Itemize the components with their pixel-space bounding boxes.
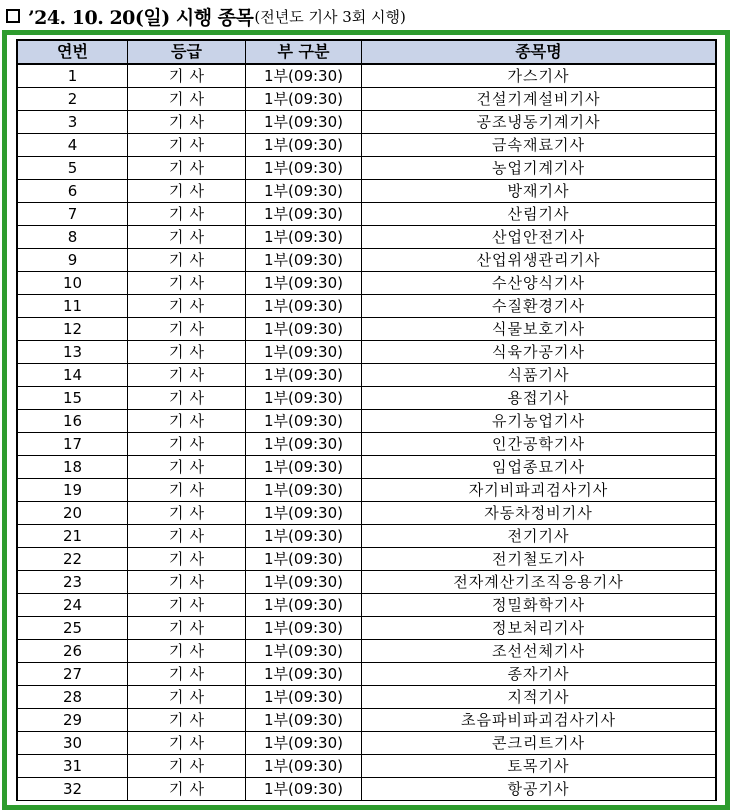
cell-no: 23 [18, 571, 128, 594]
cell-no: 4 [18, 134, 128, 157]
cell-name: 수산양식기사 [362, 272, 716, 295]
cell-session: 1부(09:30) [246, 502, 362, 525]
cell-grade: 기사 [128, 525, 246, 548]
table-row [18, 111, 716, 134]
cell-name: 금속재료기사 [362, 134, 716, 157]
cell-no: 14 [18, 364, 128, 387]
cell-no: 19 [18, 479, 128, 502]
table-row [18, 295, 716, 318]
cell-session: 1부(09:30) [246, 226, 362, 249]
table-row [18, 180, 716, 203]
table-row [18, 387, 716, 410]
cell-no: 3 [18, 111, 128, 134]
table-row [18, 272, 716, 295]
cell-session: 1부(09:30) [246, 64, 362, 88]
cell-grade: 기사 [128, 640, 246, 663]
cell-no: 20 [18, 502, 128, 525]
cell-grade: 기사 [128, 272, 246, 295]
green-frame [2, 30, 730, 810]
cell-session: 1부(09:30) [246, 157, 362, 180]
cell-name: 전기기사 [362, 525, 716, 548]
table-row [18, 64, 716, 88]
cell-no: 12 [18, 318, 128, 341]
cell-name: 건설기계설비기사 [362, 88, 716, 111]
cell-name: 인간공학기사 [362, 433, 716, 456]
cell-name: 항공기사 [362, 778, 716, 801]
cell-grade: 기사 [128, 410, 246, 433]
cell-name: 산림기사 [362, 203, 716, 226]
cell-grade: 기사 [128, 663, 246, 686]
cell-name: 자동차정비기사 [362, 502, 716, 525]
cell-session: 1부(09:30) [246, 318, 362, 341]
cell-grade: 기사 [128, 778, 246, 801]
checkbox-bullet-icon [6, 9, 20, 23]
cell-no: 25 [18, 617, 128, 640]
cell-name: 농업기계기사 [362, 157, 716, 180]
cell-no: 32 [18, 778, 128, 801]
cell-grade: 기사 [128, 686, 246, 709]
heading [6, 2, 406, 30]
heading-note: (전년도 기사 3회 시행) [254, 7, 406, 26]
cell-session: 1부(09:30) [246, 341, 362, 364]
table-row [18, 732, 716, 755]
table-row [18, 525, 716, 548]
cell-session: 1부(09:30) [246, 732, 362, 755]
table-body [18, 64, 716, 801]
table-row [18, 640, 716, 663]
cell-no: 6 [18, 180, 128, 203]
cell-session: 1부(09:30) [246, 88, 362, 111]
cell-session: 1부(09:30) [246, 640, 362, 663]
header-session: 부 구분 [246, 40, 362, 64]
cell-grade: 기사 [128, 548, 246, 571]
cell-no: 1 [18, 64, 128, 88]
cell-grade: 기사 [128, 295, 246, 318]
cell-name: 산업안전기사 [362, 226, 716, 249]
cell-grade: 기사 [128, 456, 246, 479]
cell-grade: 기사 [128, 709, 246, 732]
cell-name: 콘크리트기사 [362, 732, 716, 755]
table-row [18, 456, 716, 479]
table-row [18, 778, 716, 801]
cell-no: 11 [18, 295, 128, 318]
cell-grade: 기사 [128, 387, 246, 410]
table-row [18, 226, 716, 249]
table-row [18, 157, 716, 180]
table-row [18, 686, 716, 709]
cell-grade: 기사 [128, 88, 246, 111]
cell-name: 지적기사 [362, 686, 716, 709]
cell-session: 1부(09:30) [246, 663, 362, 686]
table-container [16, 39, 717, 801]
cell-grade: 기사 [128, 732, 246, 755]
cell-grade: 기사 [128, 64, 246, 88]
table-row [18, 364, 716, 387]
cell-session: 1부(09:30) [246, 272, 362, 295]
cell-no: 13 [18, 341, 128, 364]
cell-session: 1부(09:30) [246, 433, 362, 456]
cell-session: 1부(09:30) [246, 479, 362, 502]
cell-session: 1부(09:30) [246, 410, 362, 433]
cell-session: 1부(09:30) [246, 755, 362, 778]
cell-name: 토목기사 [362, 755, 716, 778]
cell-name: 종자기사 [362, 663, 716, 686]
cell-no: 15 [18, 387, 128, 410]
table-row [18, 663, 716, 686]
cell-grade: 기사 [128, 502, 246, 525]
header-name: 종목명 [362, 40, 716, 64]
table-row [18, 502, 716, 525]
cell-session: 1부(09:30) [246, 778, 362, 801]
table-header-row [18, 40, 716, 64]
table-row [18, 318, 716, 341]
cell-grade: 기사 [128, 433, 246, 456]
cell-grade: 기사 [128, 111, 246, 134]
cell-grade: 기사 [128, 226, 246, 249]
cell-name: 식품기사 [362, 364, 716, 387]
cell-no: 30 [18, 732, 128, 755]
cell-grade: 기사 [128, 755, 246, 778]
cell-name: 식물보호기사 [362, 318, 716, 341]
cell-name: 임업종묘기사 [362, 456, 716, 479]
header-grade: 등급 [128, 40, 246, 64]
table-row [18, 479, 716, 502]
cell-no: 2 [18, 88, 128, 111]
cell-no: 28 [18, 686, 128, 709]
cell-name: 정보처리기사 [362, 617, 716, 640]
cell-session: 1부(09:30) [246, 709, 362, 732]
cell-grade: 기사 [128, 318, 246, 341]
cell-grade: 기사 [128, 341, 246, 364]
cell-name: 공조냉동기계기사 [362, 111, 716, 134]
cell-name: 전자계산기조직응용기사 [362, 571, 716, 594]
table-row [18, 709, 716, 732]
cell-name: 방재기사 [362, 180, 716, 203]
table-row [18, 433, 716, 456]
cell-no: 21 [18, 525, 128, 548]
cell-session: 1부(09:30) [246, 111, 362, 134]
cell-session: 1부(09:30) [246, 249, 362, 272]
cell-grade: 기사 [128, 617, 246, 640]
cell-grade: 기사 [128, 157, 246, 180]
cell-session: 1부(09:30) [246, 686, 362, 709]
cell-grade: 기사 [128, 180, 246, 203]
cell-no: 26 [18, 640, 128, 663]
cell-no: 17 [18, 433, 128, 456]
cell-name: 수질환경기사 [362, 295, 716, 318]
cell-no: 24 [18, 594, 128, 617]
cell-session: 1부(09:30) [246, 456, 362, 479]
exam-schedule-table [17, 39, 716, 801]
table-row [18, 134, 716, 157]
cell-no: 8 [18, 226, 128, 249]
cell-session: 1부(09:30) [246, 134, 362, 157]
table-row [18, 410, 716, 433]
table-row [18, 755, 716, 778]
cell-name: 전기철도기사 [362, 548, 716, 571]
table-row [18, 88, 716, 111]
cell-no: 10 [18, 272, 128, 295]
cell-name: 식육가공기사 [362, 341, 716, 364]
cell-session: 1부(09:30) [246, 203, 362, 226]
cell-name: 초음파비파괴검사기사 [362, 709, 716, 732]
cell-session: 1부(09:30) [246, 594, 362, 617]
cell-name: 조선선체기사 [362, 640, 716, 663]
cell-no: 9 [18, 249, 128, 272]
cell-session: 1부(09:30) [246, 548, 362, 571]
cell-grade: 기사 [128, 594, 246, 617]
cell-no: 22 [18, 548, 128, 571]
cell-no: 16 [18, 410, 128, 433]
cell-no: 31 [18, 755, 128, 778]
cell-grade: 기사 [128, 364, 246, 387]
cell-session: 1부(09:30) [246, 364, 362, 387]
cell-session: 1부(09:30) [246, 387, 362, 410]
cell-no: 29 [18, 709, 128, 732]
cell-no: 18 [18, 456, 128, 479]
cell-no: 7 [18, 203, 128, 226]
cell-session: 1부(09:30) [246, 295, 362, 318]
table-row [18, 594, 716, 617]
table-row [18, 341, 716, 364]
cell-name: 가스기사 [362, 64, 716, 88]
header-no: 연번 [18, 40, 128, 64]
cell-session: 1부(09:30) [246, 571, 362, 594]
table-row [18, 571, 716, 594]
cell-no: 27 [18, 663, 128, 686]
heading-title: ’24. 10. 20(일) 시행 종목 [28, 6, 254, 29]
cell-name: 산업위생관리기사 [362, 249, 716, 272]
table-row [18, 617, 716, 640]
cell-name: 유기농업기사 [362, 410, 716, 433]
cell-grade: 기사 [128, 479, 246, 502]
cell-name: 정밀화학기사 [362, 594, 716, 617]
table-row [18, 548, 716, 571]
table-row [18, 203, 716, 226]
cell-grade: 기사 [128, 249, 246, 272]
cell-session: 1부(09:30) [246, 180, 362, 203]
cell-grade: 기사 [128, 203, 246, 226]
cell-name: 자기비파괴검사기사 [362, 479, 716, 502]
table-row [18, 249, 716, 272]
cell-grade: 기사 [128, 571, 246, 594]
cell-grade: 기사 [128, 134, 246, 157]
cell-no: 5 [18, 157, 128, 180]
cell-session: 1부(09:30) [246, 617, 362, 640]
cell-session: 1부(09:30) [246, 525, 362, 548]
cell-name: 용접기사 [362, 387, 716, 410]
